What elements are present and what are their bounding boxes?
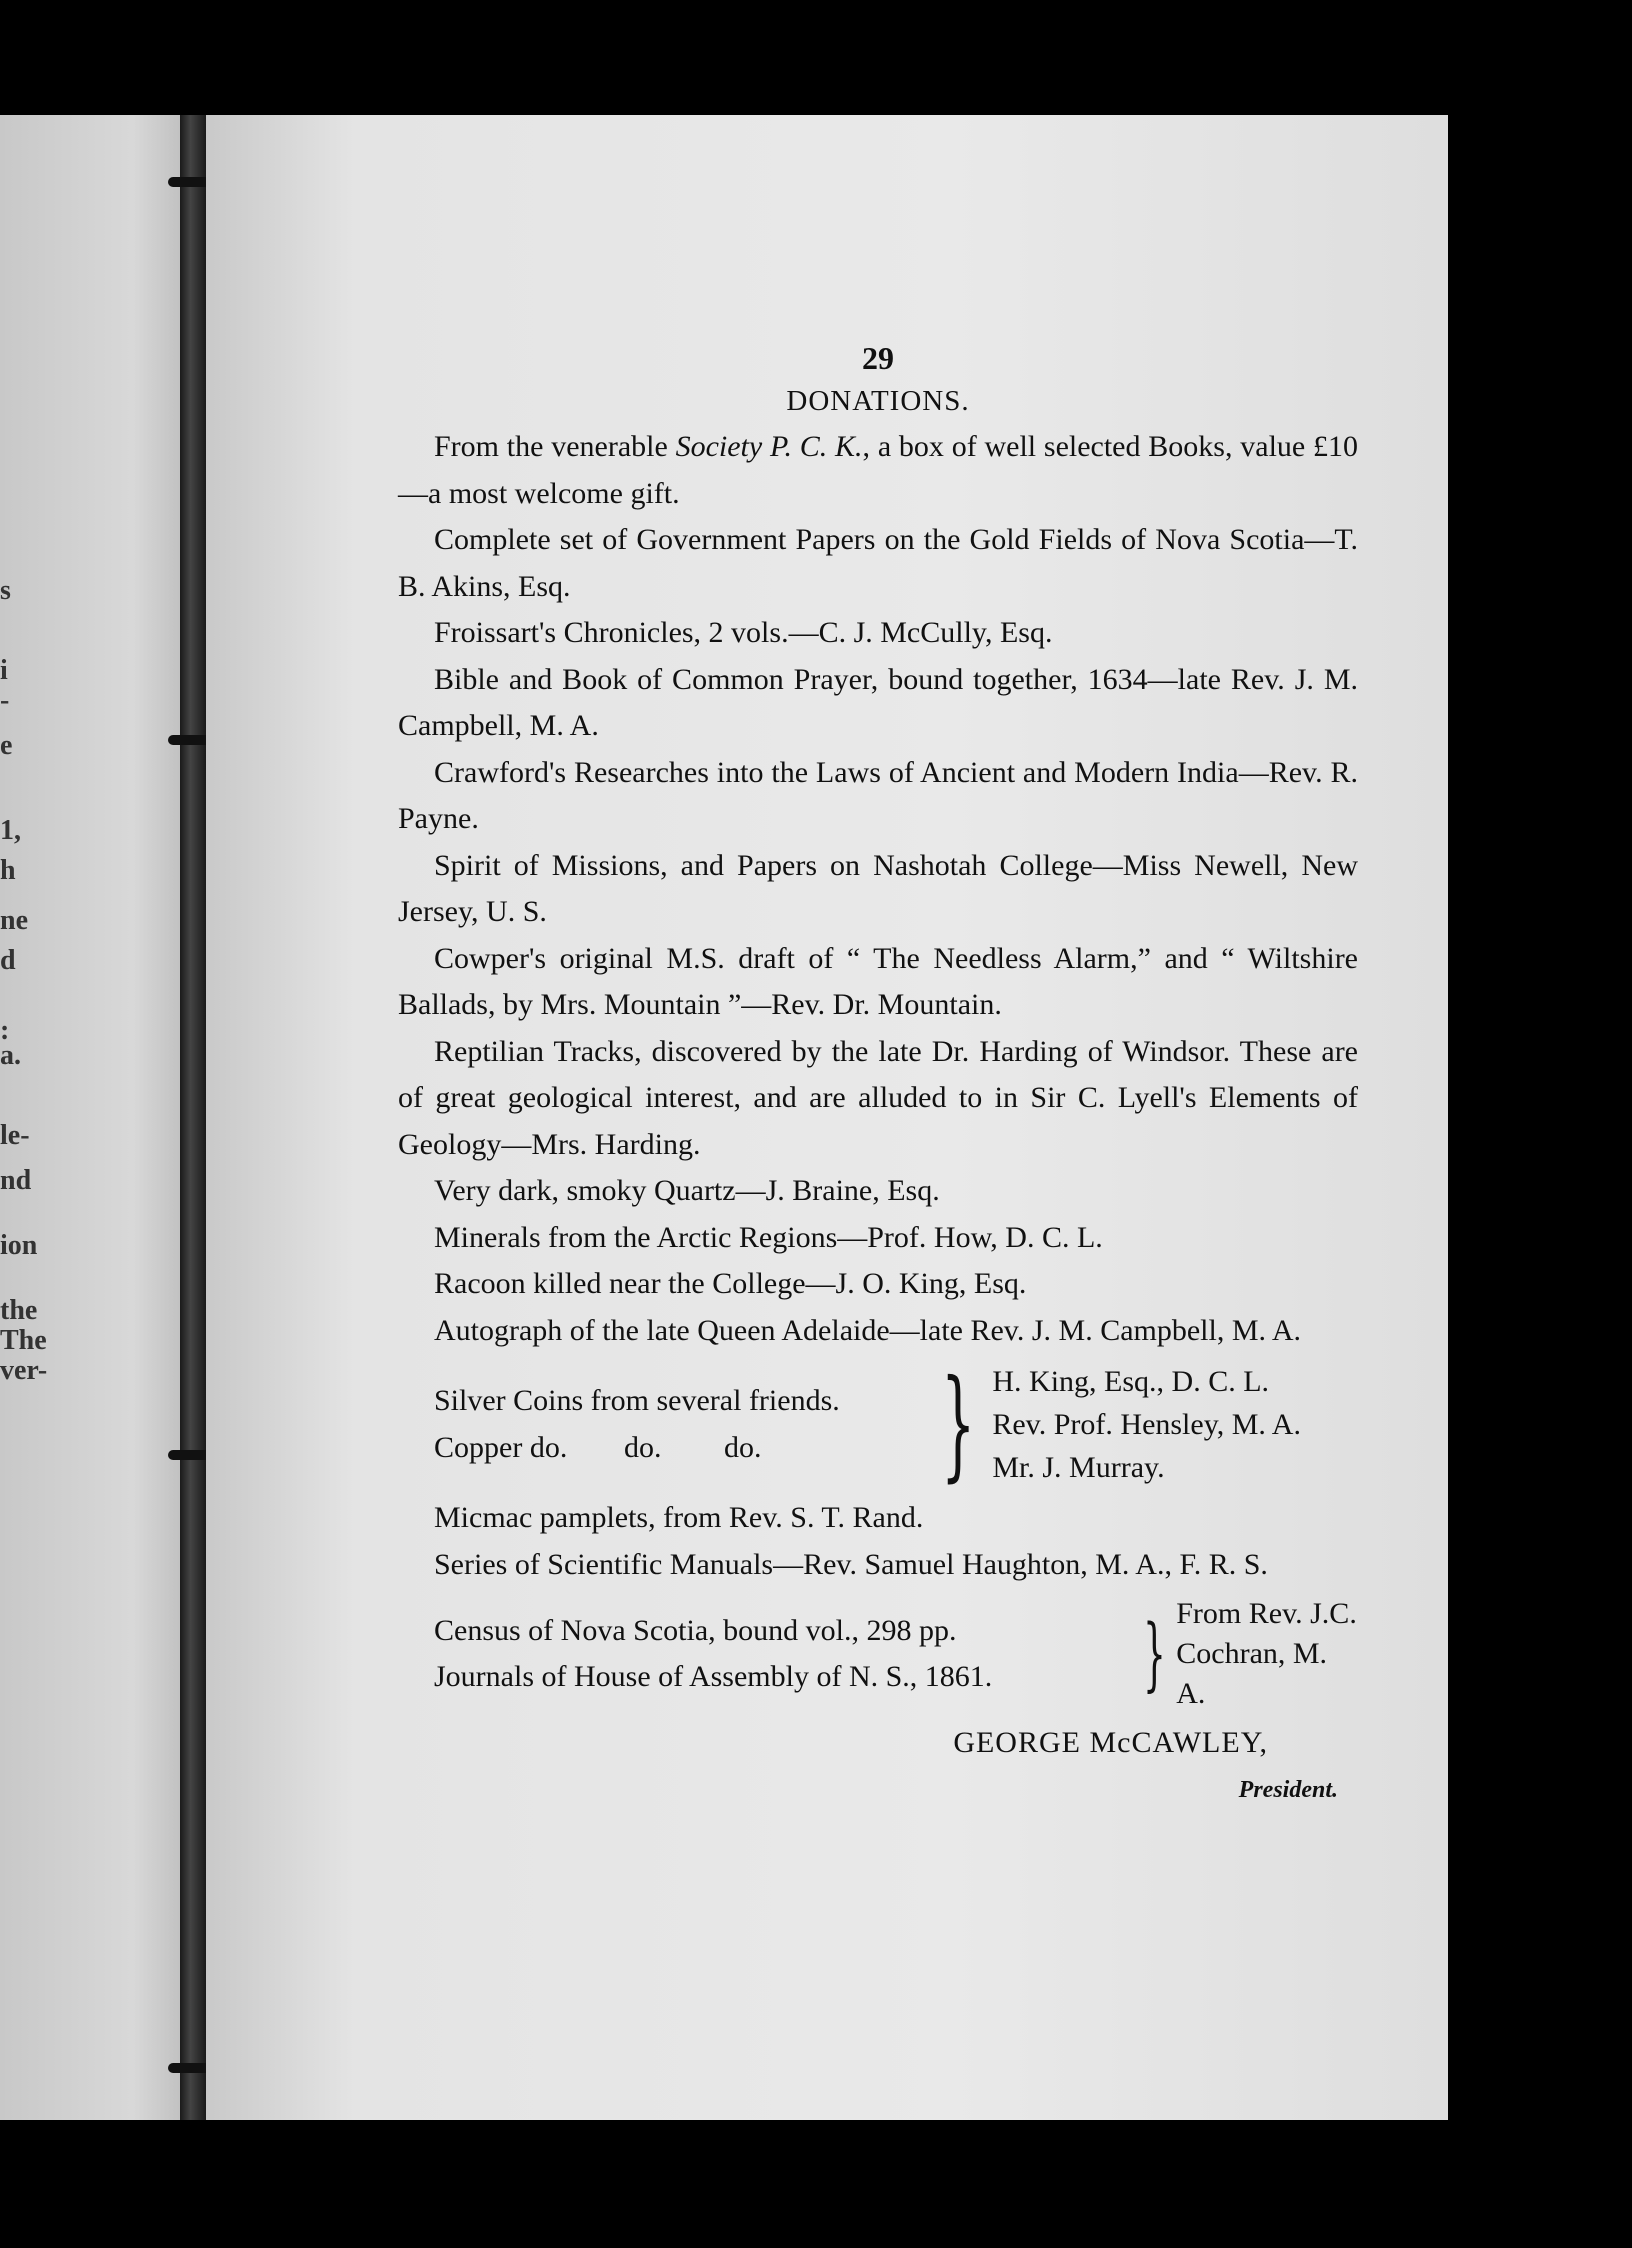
- left-page-fragment: le-: [0, 1120, 30, 1151]
- entry-text: Froissart's Chronicles, 2 vols.—C. J. McCully, Esq.: [434, 616, 1053, 649]
- left-page-fragment: 1,: [0, 815, 21, 846]
- scanned-page: [0, 115, 1448, 2120]
- journals-line: Journals of House of Assembly of N. S., 1861.: [434, 1660, 993, 1693]
- coins-descriptions: [398, 1378, 924, 1471]
- census-line: Census of Nova Scotia, bound vol., 298 pp.: [434, 1613, 957, 1647]
- page-text: [398, 340, 1358, 1813]
- donation-entry: Micmac pamplets, from Rev. S. T. Rand.: [434, 1501, 924, 1534]
- left-page-fragment: -: [0, 685, 10, 716]
- donation-entry: [398, 1029, 1358, 1169]
- donation-entry: [398, 424, 1358, 517]
- ditto-mark: do.: [624, 1430, 662, 1464]
- left-page-fragment: h: [0, 855, 16, 886]
- donation-entry: [398, 750, 1358, 843]
- donation-entry: [398, 936, 1358, 1029]
- left-page-fragment: ver-: [0, 1355, 48, 1386]
- left-page-edge: [0, 115, 190, 2120]
- silver-coins-label: Silver Coins from several friends.: [434, 1384, 840, 1417]
- donation-entry: [398, 657, 1358, 750]
- entry-text: , a box of well selected Books, value £10—a most welcome gift.: [398, 430, 1358, 510]
- left-page-fragment: d: [0, 945, 16, 976]
- entry-text: Minerals from the Arctic Regions—Prof. How, D. C. L.: [434, 1220, 1103, 1254]
- left-page-fragment: e: [0, 730, 13, 761]
- copper-coins-label: Copper do.: [434, 1430, 568, 1464]
- donation-entry: [398, 1215, 1358, 1262]
- section-heading: DONATIONS.: [786, 385, 970, 417]
- book-gutter: [180, 115, 206, 2120]
- left-page-text-fragments: [0, 115, 60, 2120]
- silver-coins-line: [434, 1378, 924, 1425]
- donor-line: Rev. Prof. Hensley, M. A.: [992, 1408, 1301, 1441]
- census-descriptions: [398, 1608, 1133, 1701]
- donation-entries: [398, 424, 1358, 1354]
- entry-text: Very dark, smoky Quartz—J. Braine, Esq.: [434, 1174, 940, 1207]
- entry-text: From the venerable: [434, 430, 676, 463]
- left-page-fragment: the: [0, 1295, 38, 1326]
- donor-line: Mr. J. Murray.: [992, 1451, 1165, 1484]
- brace-icon: }: [1143, 1607, 1167, 1700]
- entry-italic-text: Society P. C. K.: [675, 430, 863, 463]
- entry-text: Crawford's Researches into the Laws of Ancient and Modern India—Rev. R. Payne.: [398, 755, 1358, 835]
- donation-entry: [398, 1168, 1358, 1215]
- donation-entry: [398, 1261, 1358, 1308]
- coins-donors: [992, 1360, 1301, 1489]
- left-page-fragment: ion: [0, 1230, 38, 1261]
- coins-group: [398, 1354, 1358, 1494]
- entry-text: Racoon killed near the College—J. O. King, Esq.: [434, 1267, 1027, 1300]
- entry-text: Reptilian Tracks, discovered by the late Dr. Harding of Windsor. These are of great geological interest, and are alluded to in Sir C. Lyell's Elements of Geology—Mrs. Harding.: [398, 1034, 1358, 1161]
- donation-entry: Series of Scientific Manuals—Rev. Samuel Haughton, M. A., F. R. S.: [434, 1547, 1268, 1581]
- entry-text: Bible and Book of Common Prayer, bound together, 1634—late Rev. J. M. Campbell, M. A.: [398, 662, 1358, 742]
- brace-icon: }: [940, 1354, 976, 1494]
- left-page-fragment: The: [0, 1325, 47, 1356]
- copper-coins-line: [434, 1425, 924, 1472]
- signature-name: GEORGE McCAWLEY,: [953, 1726, 1268, 1759]
- donation-entry: [398, 610, 1358, 657]
- page-number: 29: [862, 340, 894, 376]
- left-page-fragment: i: [0, 655, 8, 686]
- entry-text: Autograph of the late Queen Adelaide—late Rev. J. M. Campbell, M. A.: [434, 1313, 1302, 1347]
- donor-line: From Rev. J.C.: [1176, 1597, 1357, 1630]
- donation-list: [398, 424, 1358, 1813]
- left-page-fragment: s: [0, 575, 11, 606]
- left-page-fragment: a.: [0, 1040, 21, 1071]
- entry-text: Cowper's original M.S. draft of “ The Needless Alarm,” and “ Wiltshire Ballads, by Mrs. Mountain ”—Rev. Dr. Mountain.: [398, 941, 1358, 1021]
- donation-entry: [398, 517, 1358, 610]
- left-page-fragment: ne: [0, 905, 28, 936]
- donation-entry: [398, 843, 1358, 936]
- donor-line: Cochran, M. A.: [1176, 1637, 1328, 1710]
- donation-entry: [398, 1308, 1358, 1355]
- left-page-fragment: nd: [0, 1165, 32, 1196]
- census-donor: [1176, 1594, 1358, 1714]
- ditto-mark: do.: [724, 1430, 762, 1464]
- census-group: [398, 1594, 1358, 1714]
- entry-text: Complete set of Government Papers on the Gold Fields of Nova Scotia—T. B. Akins, Esq.: [398, 523, 1358, 603]
- entry-text: Spirit of Missions, and Papers on Nashotah College—Miss Newell, New Jersey, U. S.: [398, 848, 1358, 928]
- left-page-fragment: :: [0, 1015, 10, 1046]
- donor-line: H. King, Esq., D. C. L.: [992, 1365, 1270, 1398]
- signature-title: President.: [1238, 1776, 1338, 1803]
